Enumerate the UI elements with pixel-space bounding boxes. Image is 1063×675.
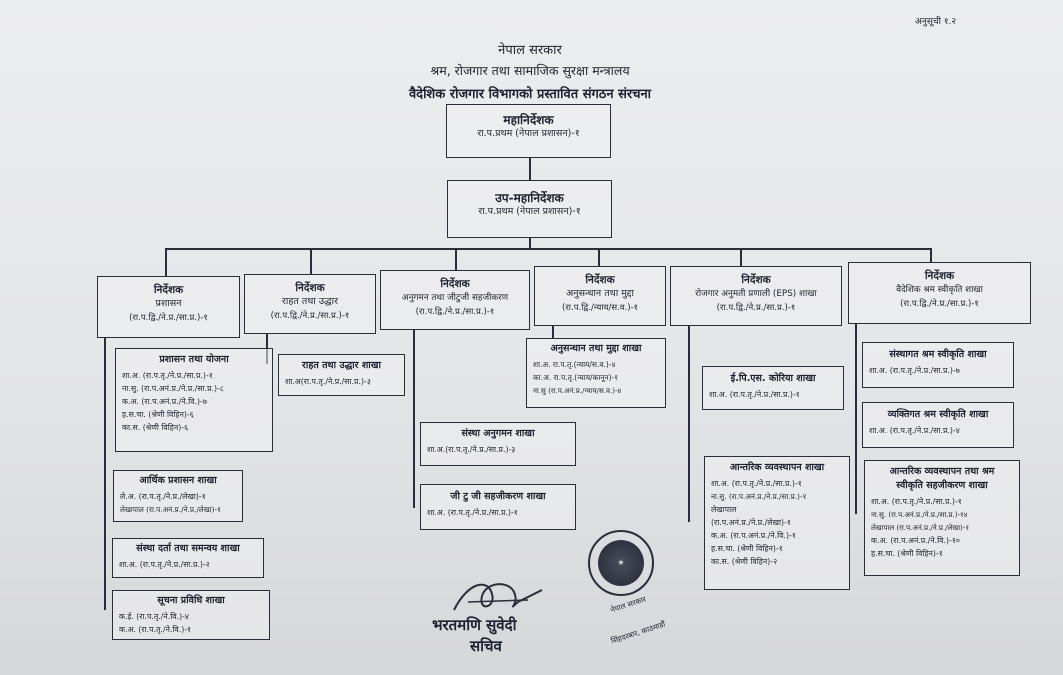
connector-eps-branch bbox=[688, 326, 690, 522]
section-title: जी टु जी सहजीकरण शाखा bbox=[450, 491, 546, 502]
connector-dir2 bbox=[310, 248, 312, 274]
section-g2g bbox=[420, 484, 576, 530]
connector-labour-branch bbox=[855, 324, 857, 514]
seal-text-bottom: सिंहदरबार, काठमाडौं bbox=[609, 619, 667, 646]
section-title: अनुसन्धान तथा मुद्दा शाखा bbox=[550, 343, 642, 354]
section-title: प्रशासन तथा योजना bbox=[159, 354, 229, 365]
directorate-title: निर्देशक bbox=[585, 274, 615, 286]
position-line: शा.अ. (रा.प.तृ./ने.प्र./सा.प्र.)-१ bbox=[711, 479, 802, 488]
section-internal-management bbox=[704, 456, 850, 590]
section-title: आर्थिक प्रशासन शाखा bbox=[139, 475, 217, 486]
position-line: ना.सु. (रा.प.अनं.प्र./ने.प्र./सा.प्र.)-१ bbox=[711, 492, 807, 501]
connector-ddg-bus bbox=[529, 238, 531, 248]
section-title: आन्तरिक व्यवस्थापन तथा श्रम bbox=[889, 466, 995, 477]
directorate-title: निर्देशक bbox=[741, 274, 771, 286]
dg-post: रा.प.प्रथम (नेपाल प्रशासन)-१ bbox=[477, 128, 580, 139]
position-line: ले.अ. (रा.प.तृ./ने.प्र./लेखा)-१ bbox=[120, 492, 206, 501]
directorate-title: निर्देशक bbox=[153, 284, 184, 296]
section-title: आन्तरिक व्यवस्थापन शाखा bbox=[729, 462, 825, 473]
section-individual-approval bbox=[862, 402, 1014, 448]
connector-dir1 bbox=[165, 248, 167, 276]
section-title: संस्थागत श्रम स्वीकृति शाखा bbox=[889, 349, 987, 360]
position-line: ह.स.चा. (श्रेणी विहिन)-१ bbox=[871, 549, 943, 558]
section-title: व्यक्तिगत श्रम स्वीकृति शाखा bbox=[887, 409, 989, 420]
position-line: शा.अ. (रा.प.तृ./ने.प्र./सा.प्र.)-१ bbox=[871, 497, 962, 506]
section-org-monitoring bbox=[420, 422, 576, 466]
position-line: शा.अ. (रा.प.तृ./ने.प्र./सा.प्र.)-१ bbox=[122, 371, 213, 380]
signatory-designation: सचिव bbox=[470, 637, 502, 655]
directorate-eps bbox=[670, 266, 842, 326]
position-line: क.अ. (रा.प.अनं.प्र./ने.वि.)-१ bbox=[711, 531, 796, 540]
position-line: शा.अ. रा.प.तृ.(न्याय/स.व.)-४ bbox=[533, 360, 616, 369]
directorate-name: अनुगमन तथा जीटुजी सहजीकरण bbox=[401, 293, 509, 303]
section-title: संस्था दर्ता तथा समन्वय शाखा bbox=[136, 543, 240, 554]
directorate-title: निर्देशक bbox=[924, 270, 955, 282]
section-investigation bbox=[526, 338, 666, 408]
position-line: लेखापाल bbox=[711, 505, 737, 514]
position-line: शा.अ(रा.प.तृ./ने.प्र./सा.प्र.)-३ bbox=[285, 377, 371, 386]
connector-dg-ddg bbox=[529, 158, 531, 180]
connector-dir3 bbox=[455, 248, 457, 270]
section-finance bbox=[113, 470, 243, 522]
seal-emblem-icon: ★ bbox=[598, 540, 644, 586]
section-eps-korea bbox=[702, 366, 844, 410]
directorate-post: (रा.प.द्वि./ने.प्र./सा.प्र.)-१ bbox=[270, 311, 350, 321]
position-line: शा.अ. (रा.प.तृ./ने.प्र./सा.प्र.)-१ bbox=[427, 508, 518, 517]
section-institutional-approval bbox=[862, 342, 1014, 388]
position-line: शा.अ. (रा.प.तृ./ने.प्र./सा.प्र.)-२ bbox=[119, 560, 210, 569]
connector-dir6 bbox=[930, 248, 932, 262]
connector-investigation-branch bbox=[552, 326, 554, 338]
position-line: क.ई. (रा.प.तृ./ने.वि.)-४ bbox=[119, 612, 189, 621]
section-internal-labour-facilitation bbox=[864, 460, 1020, 576]
position-line: ह.स.चा. (श्रेणी विहिन)-१ bbox=[711, 544, 783, 553]
position-line: ना.सु (रा.प.अनं.प्र./न्याय/स.व.)-४ bbox=[533, 386, 622, 395]
position-line: क.अ. (रा.प.तृ./ने.वि.)-१ bbox=[119, 625, 192, 634]
section-title-line2: स्वीकृति सहजीकरण शाखा bbox=[896, 480, 988, 491]
position-line: ना.सु. (रा.प.अनं.प्र./ने.प्र./सा.प्र.)-१४ bbox=[871, 510, 968, 519]
position-line: का.अ. रा.प.तृ.(न्याय/कानून)-१ bbox=[533, 373, 619, 382]
position-line: लेखापाल (रा.प.अनं.प्र./ने.प्र./लेखा)-१ bbox=[871, 523, 970, 532]
section-rescue bbox=[278, 354, 405, 396]
directorate-monitoring-g2g bbox=[380, 270, 530, 330]
directorate-title: निर्देशक bbox=[440, 278, 470, 290]
section-admin-planning bbox=[115, 348, 273, 452]
directorate-investigation bbox=[534, 266, 666, 326]
deputy-director-general-box bbox=[447, 180, 612, 238]
ministry-name: श्रम, रोजगार तथा सामाजिक सुरक्षा मन्त्रालय bbox=[430, 63, 630, 78]
position-line: शा.अ. (रा.प.तृ./ने.प्र./सा.प्र.)-४ bbox=[869, 426, 960, 435]
section-registration bbox=[112, 538, 264, 578]
directorate-post: (रा.प.द्वि./ने.प्र./सा.प्र.)-१ bbox=[716, 303, 796, 313]
position-line: शा.अ. (रा.प.तृ./ने.प्र./सा.प्र.)-१ bbox=[709, 390, 800, 399]
directorate-rescue bbox=[244, 274, 376, 334]
position-line: का.स. (श्रेणी विहिन)-२ bbox=[711, 557, 778, 566]
directorate-name: प्रशासन bbox=[155, 298, 182, 309]
directorate-post: (रा.प.द्वि./ने.प्र./सा.प्र.)-१ bbox=[129, 313, 208, 323]
position-line: शा.अ.(रा.प.तृ./ने.प्र./सा.प्र.)-३ bbox=[427, 445, 516, 454]
directorate-administration bbox=[97, 276, 240, 338]
position-line: लेखापाल (रा.प.अनं.प्र./ने.प्र./लेखा)-१ bbox=[120, 505, 221, 514]
connector-dir4 bbox=[598, 248, 600, 266]
position-line: क.अ. (रा.प.अनं.प्र./ने.वि.)-७ bbox=[122, 397, 207, 406]
connector-dir5 bbox=[740, 248, 742, 266]
position-line: शा.अ. (रा.प.तृ./ने.प्र./सा.प्र.)-७ bbox=[869, 366, 960, 375]
directorate-post: (रा.प.द्वि./ने.प्र./सा.प्र.)-१ bbox=[900, 299, 979, 309]
position-line: (रा.प.अनं.प्र./ने.प्र./लेखा)-१ bbox=[711, 518, 791, 527]
directorate-title: निर्देशक bbox=[295, 282, 325, 294]
signatory-name: भरतमणि सुवेदी bbox=[432, 616, 517, 634]
connector-admin-branch bbox=[104, 338, 106, 610]
directorate-name: रोजगार अनुमती प्रणाली (EPS) शाखा bbox=[695, 289, 817, 299]
section-title: संस्था अनुगमन शाखा bbox=[461, 428, 535, 439]
ddg-post: रा.प.प्रथम (नेपाल प्रशासन)-१ bbox=[478, 206, 581, 217]
position-line: ह.स.चा. (श्रेणी विहिन)-६ bbox=[122, 410, 194, 419]
position-line: का.स. (श्रेणी विहिन)-६ bbox=[122, 423, 189, 432]
directorate-labour-approval bbox=[848, 262, 1031, 324]
directorate-name: राहत तथा उद्धार bbox=[282, 296, 338, 307]
connector-monitoring-branch bbox=[413, 330, 415, 508]
dg-title: महानिर्देशक bbox=[503, 113, 554, 127]
directorate-post: (रा.प.द्वि./न्याय/स.व.)-१ bbox=[562, 303, 638, 313]
directorate-name: वैदेशिक श्रम स्वीकृति शाखा bbox=[896, 285, 983, 295]
official-seal bbox=[588, 530, 654, 596]
ddg-title: उप-महानिर्देशक bbox=[495, 191, 564, 205]
government-name: नेपाल सरकार bbox=[498, 43, 562, 58]
document-title: वैदेशिक रोजगार विभागको प्रस्तावित संगठन संरचना bbox=[408, 87, 652, 102]
director-general-box bbox=[446, 104, 611, 158]
directorate-name: अनुसन्धान तथा मुद्दा bbox=[566, 288, 634, 299]
position-line: क.अ. (रा.प.अनं.प्र./ने.वि.)-१० bbox=[871, 536, 960, 545]
position-line: ना.सु. (रा.प.अनं.प्र./ने.प्र./सा.प्र.)-८ bbox=[122, 384, 224, 393]
seal-text-top: नेपाल सरकार bbox=[609, 594, 648, 615]
section-title: ई.पि.एस. कोरिया शाखा bbox=[730, 373, 816, 384]
annex-label: अनुसूची १.२ bbox=[915, 17, 957, 27]
directorate-post: (रा.प.द्वि./ने.प्र./सा.प्र.)-१ bbox=[415, 307, 495, 317]
section-title: राहत तथा उद्धार शाखा bbox=[302, 360, 381, 371]
section-title: सूचना प्रविधि शाखा bbox=[157, 595, 225, 606]
section-it bbox=[112, 590, 270, 640]
connector-horizontal-bus bbox=[165, 248, 930, 250]
